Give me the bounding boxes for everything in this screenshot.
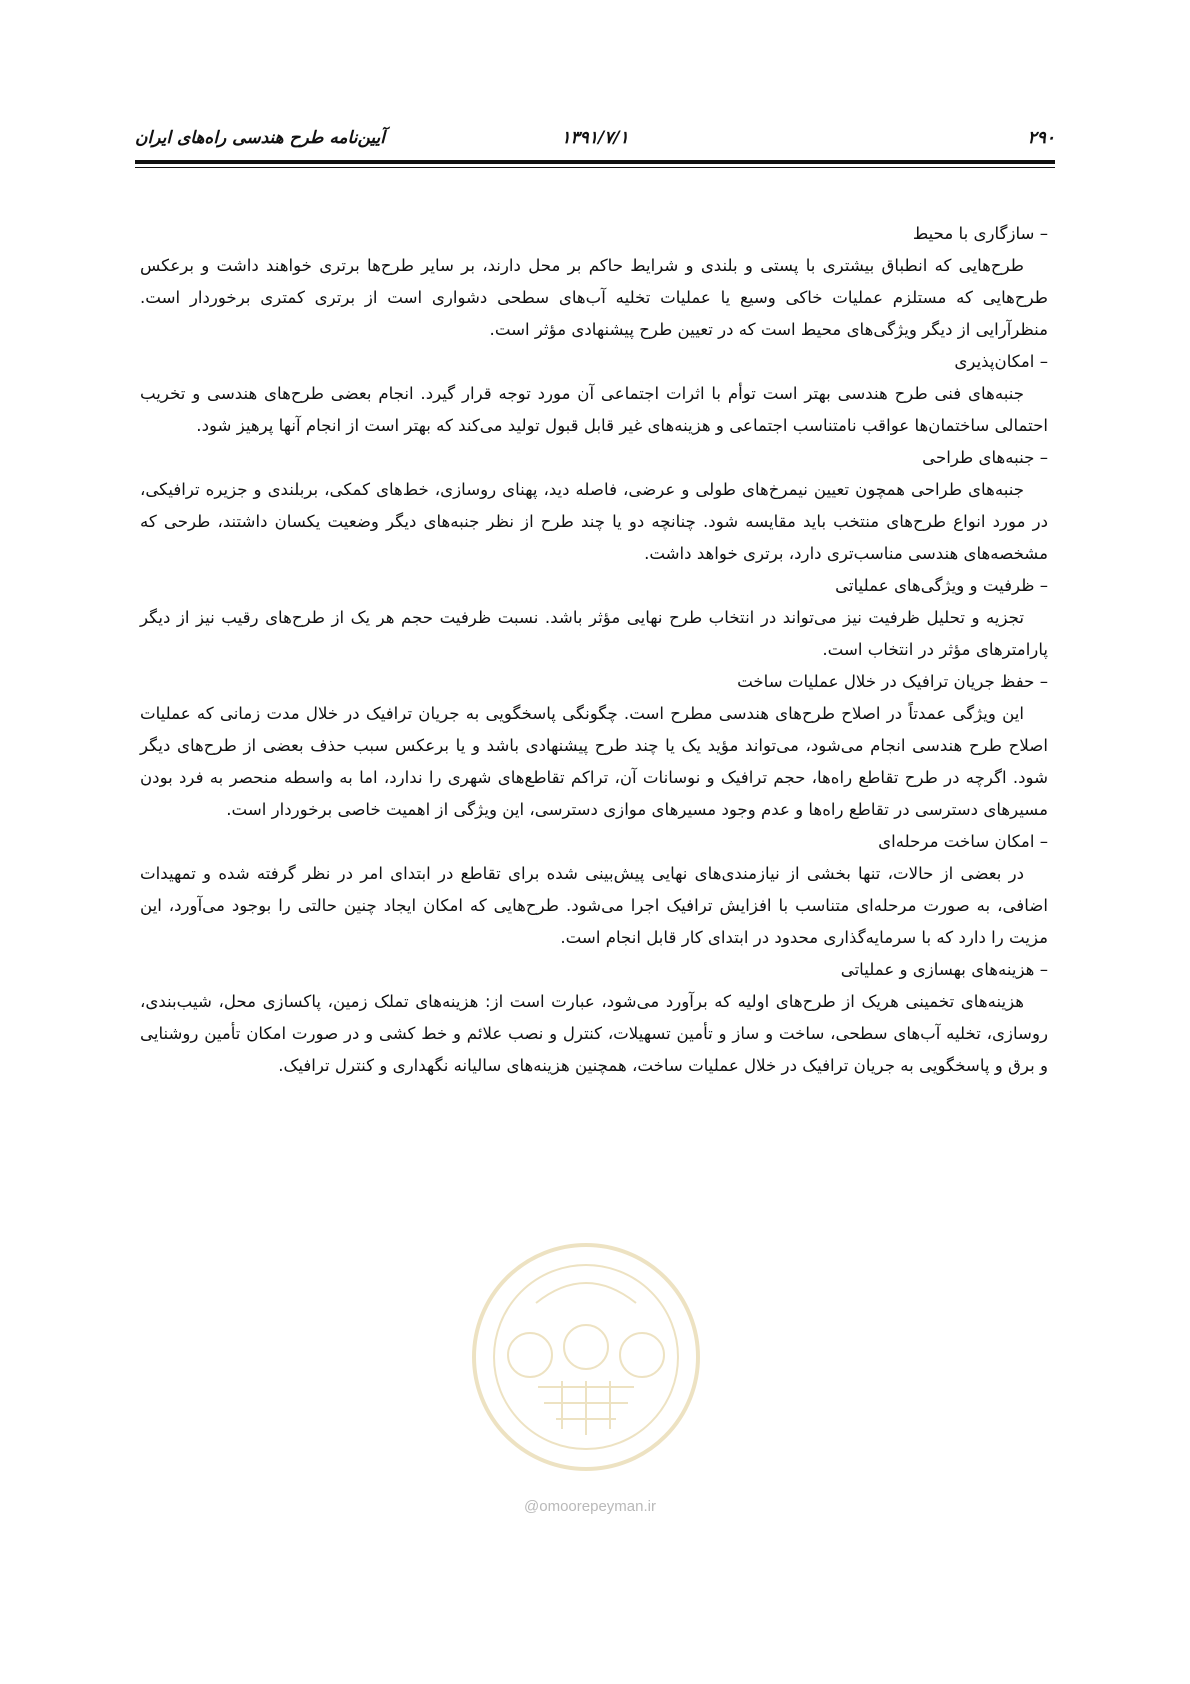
section-heading: – جنبه‌های طراحی — [922, 448, 1048, 467]
section-feasibility — [140, 346, 1048, 442]
section-heading: – امکان‌پذیری — [954, 352, 1048, 371]
section-paragraph: در بعضی از حالات، تنها بخشی از نیازمندی‌های نهایی پیش‌بینی شده برای تقاطع در ابتدای امر در نظر گرفته شده و تمهیدات اضافی، به صورت مرحله‌ای متناسب با افزایش ترافیک اجرا می‌شود. طرح‌هایی که امکان ایجاد چنین حالتی را بوجود می‌آورد، این مزیت را دارد که با سرمایه‌گذاری محدود در ابتدای کار قابل انجام است. — [140, 864, 1048, 947]
section-environment — [140, 218, 1048, 346]
document-title: آیین‌نامه طرح هندسی راه‌های ایران — [135, 128, 385, 148]
header-date: ۱۳۹۱/۷/۱ — [561, 128, 629, 148]
section-heading: – حفظ جریان ترافیک در خلال عملیات ساخت — [737, 672, 1048, 691]
section-paragraph: جنبه‌های طراحی همچون تعیین نیمرخ‌های طولی و عرضی، فاصله دید، پهنای روسازی، خط‌های کمکی، بربلندی و جزیره ترافیکی، در مورد انواع طرح‌های منتخب باید مقایسه شود. چنانچه دو یا چند طرح از نظر جنبه‌های دیگر وضعیت یکسان داشتند، طرحی که مشخصه‌های هندسی مناسب‌تری دارد، برتری خواهد داشت. — [140, 480, 1048, 563]
header-rule — [135, 160, 1055, 164]
section-traffic-during-construction — [140, 666, 1048, 826]
section-heading: – امکان ساخت مرحله‌ای — [878, 832, 1048, 851]
header-rule-thin — [135, 167, 1055, 168]
page-body — [140, 218, 1048, 1082]
section-heading: – هزینه‌های بهسازی و عملیاتی — [840, 960, 1048, 979]
watermark-url: @omoorepeyman.ir — [524, 1498, 656, 1515]
section-design-aspects — [140, 442, 1048, 570]
section-heading: – سازگاری با محیط — [912, 224, 1048, 243]
section-paragraph: تجزیه و تحلیل ظرفیت نیز می‌تواند در انتخاب طرح نهایی مؤثر باشد. نسبت ظرفیت حجم هر یک از طرح‌های رقیب نیز از دیگر پارامترهای مؤثر در انتخاب است. — [140, 608, 1048, 659]
section-costs — [140, 954, 1048, 1082]
page-header — [135, 128, 1055, 156]
section-paragraph: جنبه‌های فنی طرح هندسی بهتر است توأم با اثرات اجتماعی آن مورد توجه قرار گیرد. انجام بعضی طرح‌های هندسی و تخریب احتمالی ساختمان‌ها عواقب نامتناسب اجتماعی و هزینه‌های غیر قابل قبول تولید می‌کند که بهتر است از انجام آنها پرهیز شود. — [140, 384, 1048, 435]
section-heading: – ظرفیت و ویژگی‌های عملیاتی — [835, 576, 1048, 595]
section-staged-construction — [140, 826, 1048, 954]
watermark-seal-icon — [466, 1237, 706, 1477]
page-number: ۲۹۰ — [1027, 128, 1055, 148]
section-capacity — [140, 570, 1048, 666]
section-paragraph: طرح‌هایی که انطباق بیشتری با پستی و بلندی و شرایط حاکم بر محل دارند، بر سایر طرح‌ها برتری خواهند داشت و برعکس طرح‌هایی که مستلزم عملیات خاکی وسیع یا عملیات تخلیه آب‌های سطحی دشواری است از برتری کمتری برخوردار است. منظرآرایی از دیگر ویژگی‌های محیط است که در تعیین طرح پیشنهادی مؤثر است. — [140, 256, 1048, 339]
section-paragraph: هزینه‌های تخمینی هریک از طرح‌های اولیه که برآورد می‌شود، عبارت است از: هزینه‌های تملک زمین، پاکسازی محل، شیب‌بندی، روسازی، تخلیه آب‌های سطحی، ساخت و ساز و تأمین تسهیلات، کنترل و نصب علائم و خط کشی و در صورت امکان تأمین روشنایی و برق و پاسخگویی به جریان ترافیک در خلال عملیات ساخت، همچنین هزینه‌های سالیانه نگهداری و کنترل ترافیک. — [140, 992, 1048, 1075]
section-paragraph: این ویژگی عمدتاً در اصلاح طرح‌های هندسی مطرح است. چگونگی پاسخگویی به جریان ترافیک در خلال مدت زمانی که عملیات اصلاح طرح هندسی انجام می‌شود، می‌تواند مؤید یک یا چند طرح پیشنهادی باشد و یا برعکس سبب حذف بعضی از طرح‌های دیگر شود. اگرچه در طرح تقاطع راه‌ها، حجم ترافیک و نوسانات آن، تراکم تقاطع‌های شهری را ندارد، اما به واسطه منحصر به فرد بودن مسیرهای دسترسی در تقاطع راه‌ها و عدم وجود مسیرهای موازی دسترسی، این ویژگی از اهمیت خاصی برخوردار است. — [140, 704, 1048, 819]
